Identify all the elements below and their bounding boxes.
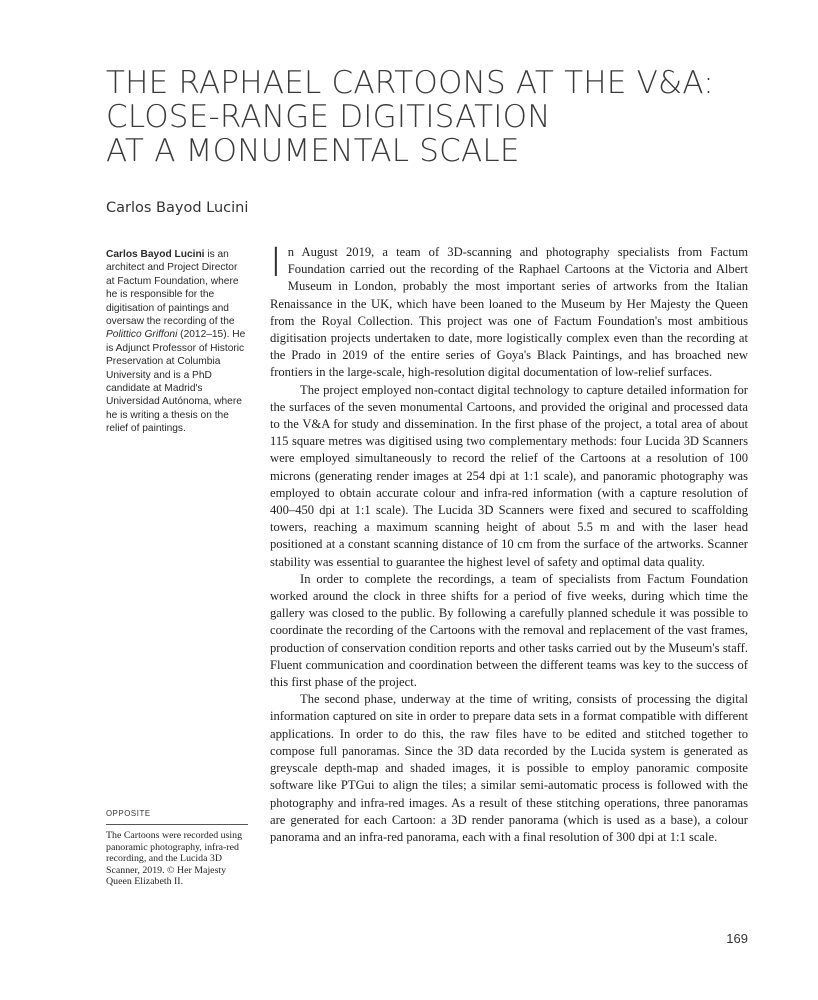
figure-caption: The Cartoons were recorded using panoramic photography, infra-red recording, and the Lucida 3D Scanner, 2019. © Her Majesty Queen Elizabeth II. — [106, 830, 243, 888]
paragraph — [270, 240, 748, 382]
caption-divider — [106, 824, 248, 825]
title-line: AT A MONUMENTAL SCALE — [106, 133, 520, 169]
drop-cap: I — [270, 240, 282, 286]
paragraph: In order to complete the recordings, a team of specialists from Factum Foundation worked around the clock in three shifts for a period of five weeks, during which time the gallery was closed to the public. By following a carefully planned schedule it was possible to coordinate the recording of the Cartoons with the removal and replacement of the vast frames, production of conservation condition reports and other tasks carried out by the Museum's staff. Fluent communication and coordination between the different teams was key to the success of this first phase of the project. — [270, 571, 748, 690]
bio-italic-title: Polittico Griffoni — [106, 329, 178, 341]
opposite-label: OPPOSITE — [106, 809, 151, 818]
paragraph: The project employed non-contact digital technology to capture detailed information for the surfaces of the seven monumental Cartoons, and provided the original and processed data to the V&A for study and dissemination. In the first phase of the project, a total area of about 115 square metres was digitised using two complementary methods: four Lucida 3D Scanners were employed simultaneously to record the relief of the Cartoons at a resolution of 100 microns (generating render images at 254 dpi at 1:1 scale), and panoramic photography was employed to obtain accurate colour and infra-red information (with a capture resolution of 400–450 dpi at 1:1 scale). The Lucida 3D Scanners were fixed and secured to scaffolding towers, reaching a maximum scanning height of about 5.5 m and with the laser head positioned at a constant scanning distance of 10 cm from the surface of the artworks. Scanner stability was essential to guarantee the highest level of safety and optimal data quality. — [270, 382, 748, 569]
bio-text: (2012–15). He is Adjunct Professor of Historic Preservation at Columbia University and is a PhD candidate at Madrid's Universidad Autónoma, where he is writing a thesis on the relief of paintings. — [106, 329, 246, 435]
page-number: 169 — [726, 931, 748, 946]
title-line: CLOSE-RANGE DIGITISATION — [106, 99, 551, 135]
paragraph: The second phase, underway at the time of writing, consists of processing the digital information captured on site in order to prepare data sets in a format compatible with different applications. In order to do this, the raw files have to be edited and stitched together to compose full panoramas. Since the 3D data recorded by the Lucida system is generated as greyscale depth-map and shaded images, it is possible to employ panoramic composite software like PTGui to align the tiles; a similar semi-automatic process is followed with the photography and infra-red images. As a result of these stitching operations, three panoramas are generated for each Cartoon: a 3D render panorama (which is used as a base), a colour panorama and an infra-red panorama, each with a final resolution of 300 dpi at 1:1 scale. — [270, 692, 748, 844]
title-line: THE RAPHAEL CARTOONS AT THE V&A: — [106, 65, 714, 101]
article-title — [106, 66, 766, 168]
article-body — [270, 240, 748, 846]
bio-text: is an architect and Project Director at Factum Foundation, where he is responsible for the digitisation of paintings and oversaw the recording of the — [106, 249, 239, 328]
paragraph-text: n August 2019, a team of 3D-scanning and photography specialists from Factum Foundation carried out the recording of the Raphael Cartoons at the Victoria and Albert Museum in London, probably the most important series of artworks from the Italian Renaissance in the UK, which have been loaned to the Museum by Her Majesty the Queen from the Royal Collection. This project was one of Factum Foundation's most ambitious digitisation projects undertaken to date, more logistically complex even than the recording at the Prado in 2019 of the entire series of Goya's Black Paintings, and has broached new frontiers in the large-scale, high-resolution digital documentation of low-relief surfaces. — [270, 245, 748, 380]
bio-name: Carlos Bayod Lucini — [106, 249, 205, 260]
author-bio — [106, 248, 246, 436]
author-name: Carlos Bayod Lucini — [106, 200, 249, 216]
